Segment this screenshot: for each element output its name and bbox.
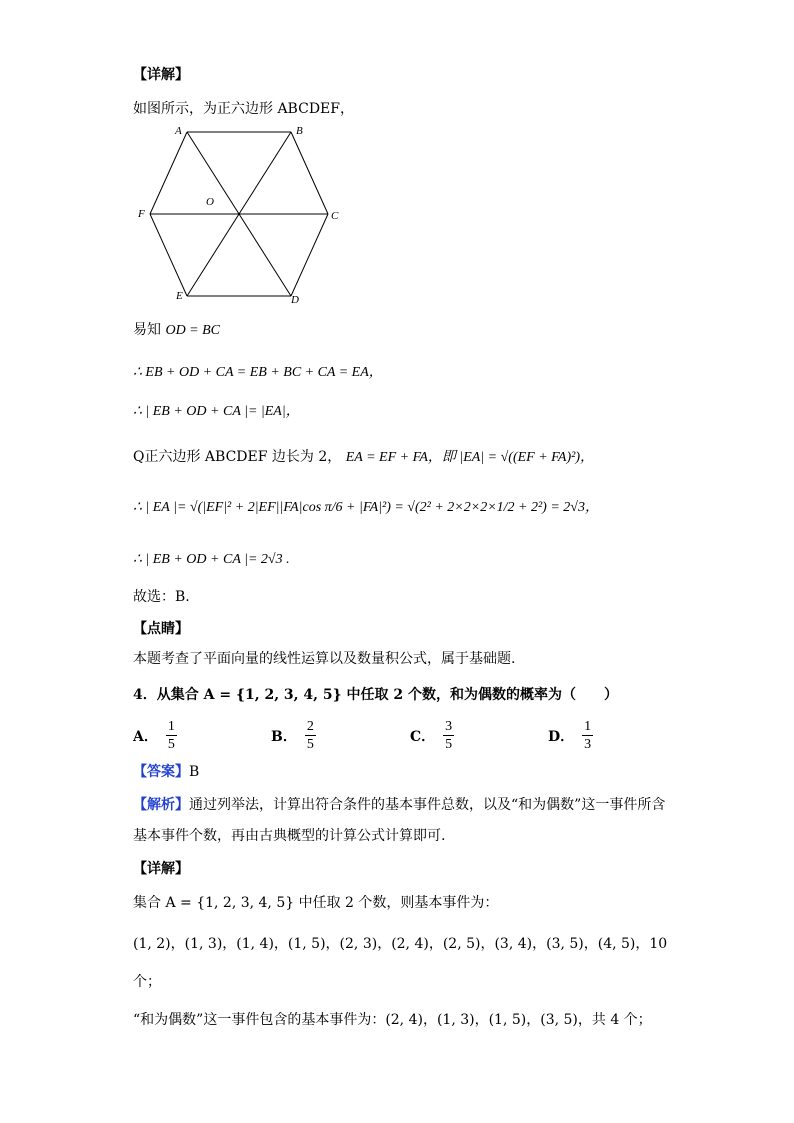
choice-b-letter: B． (271, 728, 297, 745)
choice-c-letter: C． (410, 728, 436, 745)
choice-c[interactable] (410, 718, 456, 753)
choice-d-letter: D． (548, 728, 575, 745)
detail-line-1: 集合 A = {1, 2, 3, 4, 5} 中任取 2 个数，则基本事件为： (133, 895, 499, 911)
choice-c-den: 5 (445, 737, 453, 752)
choice-d-den: 3 (584, 737, 592, 752)
choice-c-num: 3 (445, 719, 453, 734)
question-4-text: 4．从集合 A = {1, 2, 3, 4, 5} 中任取 2 个数，和为偶数的概率为（ ） (133, 687, 619, 703)
step1-prefix: 易知 (133, 322, 161, 338)
detail-line-3: 个； (133, 974, 161, 990)
choice-b-den: 5 (306, 737, 314, 752)
vertex-label-c: C (331, 210, 339, 222)
choice-d[interactable] (548, 718, 595, 753)
vertex-label-d: D (291, 294, 299, 306)
vertex-label-a: A (175, 125, 182, 137)
detail-heading-2: 【详解】 (133, 861, 189, 877)
analysis-text-2: 基本事件个数，再由古典概型的计算公式计算即可. (133, 828, 446, 844)
answer-line (133, 762, 199, 782)
choice-b-num: 2 (306, 719, 314, 734)
answer-label: 【答案】 (133, 764, 189, 780)
choice-a-den: 5 (167, 737, 175, 752)
step6-expr: ∴ | EB + OD + CA |= 2√3 . (133, 552, 290, 567)
answer-value: B (189, 764, 200, 780)
step1-expr: OD = BC (165, 323, 221, 338)
analysis-line-1 (133, 795, 665, 815)
choice-a[interactable] (133, 718, 179, 753)
step4 (133, 447, 594, 468)
detail-heading: 【详解】 (133, 67, 189, 83)
detail-line-4: “和为偶数”这一事件包含的基本事件为：(2, 4)，(1, 3)，(1, 5)，(3, 5)，共 4 个； (133, 1012, 652, 1028)
choose-text: 故选：B. (133, 589, 190, 605)
vertex-label-b: B (296, 125, 303, 137)
step4-expr: EA = EF + FA，即 |EA| = √((EF + FA)²)， (345, 450, 594, 465)
center-label-o: O (206, 196, 214, 208)
choice-b[interactable] (271, 718, 318, 753)
analysis-label: 【解析】 (133, 797, 189, 813)
vertex-label-f: F (138, 208, 145, 220)
choice-a-letter: A． (133, 728, 158, 745)
choice-a-num: 1 (167, 719, 175, 734)
vertex-label-e: E (176, 290, 183, 302)
dianjing-text: 本题考查了平面向量的线性运算以及数量积公式，属于基础题. (133, 651, 516, 667)
dianjing-heading: 【点睛】 (133, 621, 189, 637)
step1 (133, 320, 220, 341)
step3-expr: ∴ | EB + OD + CA |= |EA|， (133, 404, 300, 419)
hexagon-figure (130, 120, 339, 310)
analysis-text-1: 通过列举法，计算出符合条件的基本事件总数，以及“和为偶数”这一事件所含 (189, 797, 666, 813)
detail-line-2: (1, 2)，(1, 3)，(1, 4)，(1, 5)，(2, 3)，(2, 4)，(2, 5)，(3, 4)，(3, 5)，(4, 5)，10 (133, 936, 668, 952)
step5-expr: ∴ | EA |= √(|EF|² + 2|EF||FA|cos π/6 + |FA|²) = √(2² + 2×2×2×1/2 + 2²) = 2√3， (133, 500, 599, 515)
step4-prefix: Q正六边形 ABCDEF 边长为 2， (133, 449, 342, 465)
choice-d-num: 1 (584, 719, 592, 734)
step2-expr: ∴ EB + OD + CA = EB + BC + CA = EA， (133, 365, 383, 380)
intro-text: 如图所示，为正六边形 ABCDEF， (133, 101, 354, 117)
